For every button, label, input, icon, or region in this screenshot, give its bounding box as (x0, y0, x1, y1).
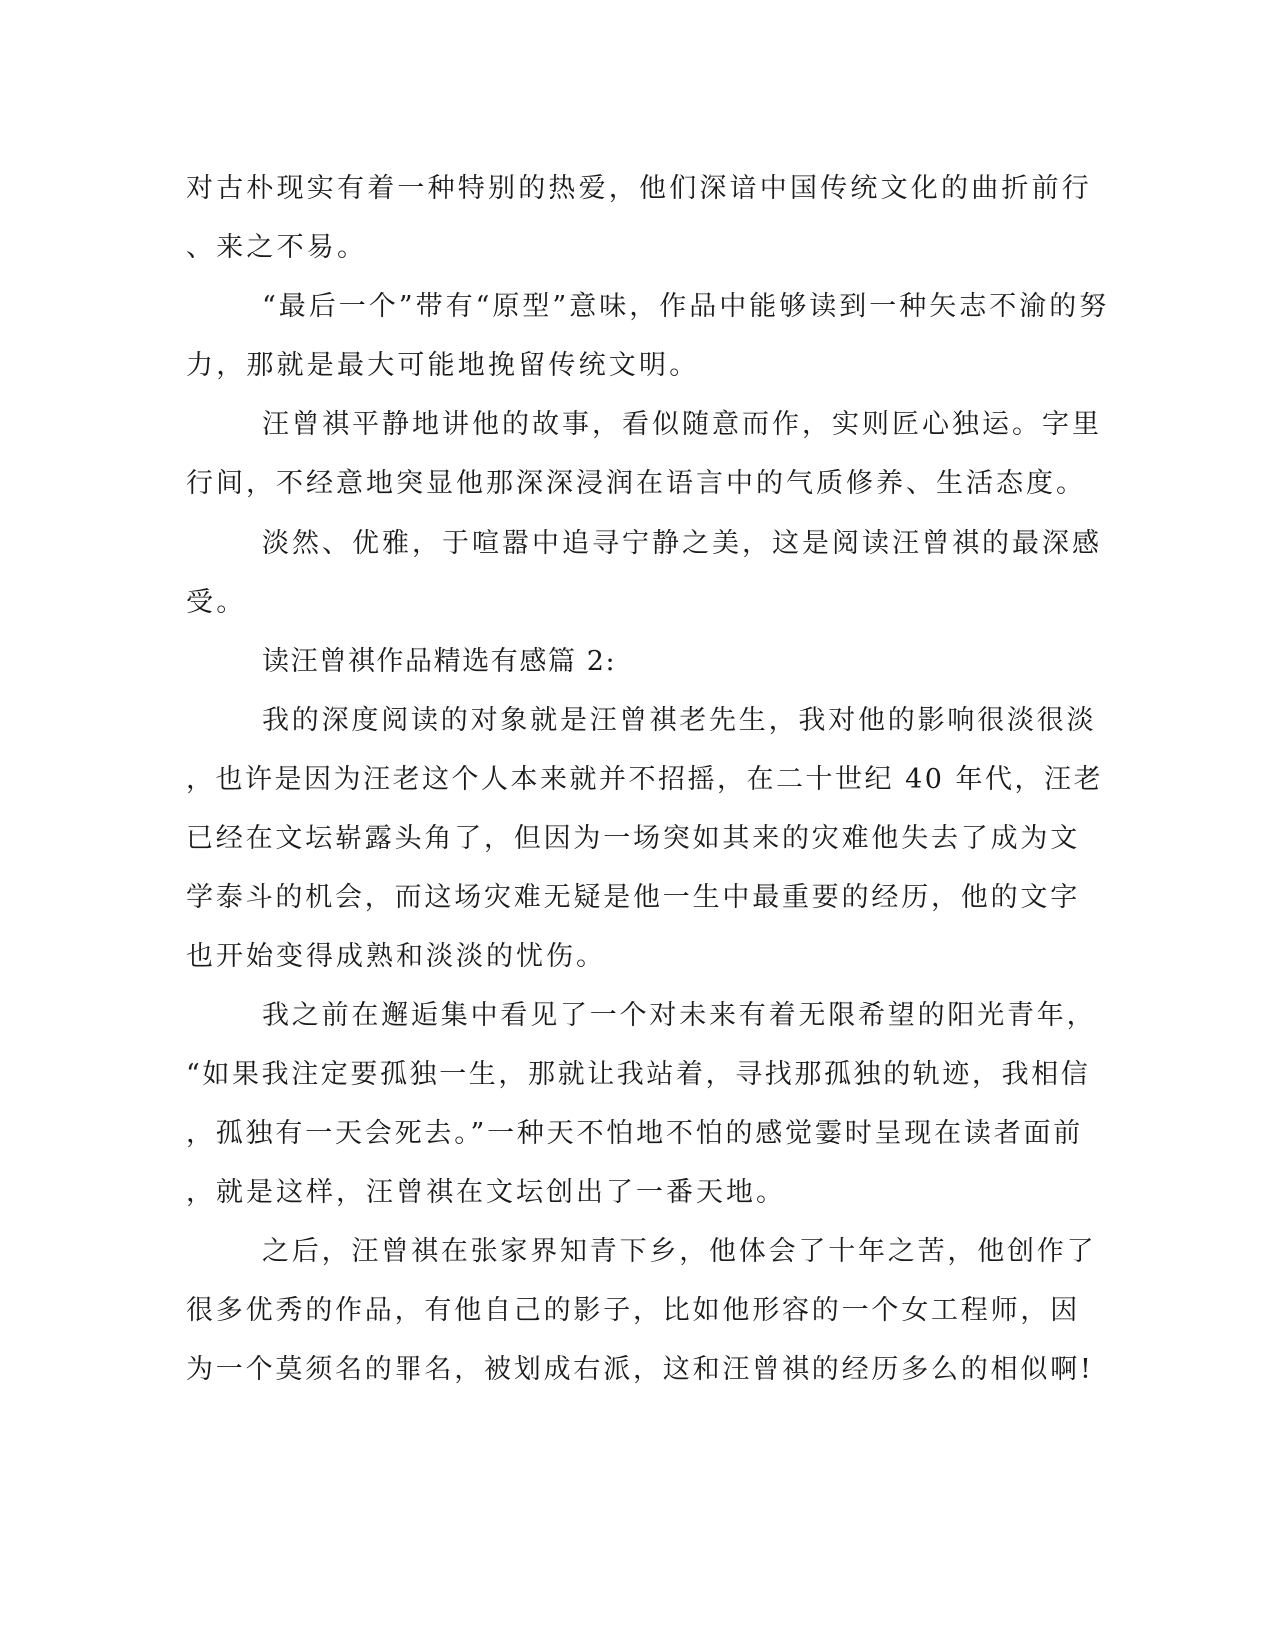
text-line: 、来之不易。 (186, 232, 368, 263)
text-line: 对古朴现实有着一种特别的热爱，他们深谙中国传统文化的曲折前行 (186, 173, 1092, 204)
text-line: 很多优秀的作品，有他自己的影子，比如他形容的一个女工程师，因 (186, 1295, 1080, 1326)
section-heading: 读汪曾祺作品精选有感篇 2: (262, 646, 617, 677)
text-line: 为一个莫须名的罪名，被划成右派，这和汪曾祺的经历多么的相似啊! (186, 1354, 1094, 1385)
text-line: 学泰斗的机会，而这场灾难无疑是他一生中最重要的经历，他的文字 (186, 882, 1080, 913)
paragraph-start-line: 我的深度阅读的对象就是汪曾祺老先生，我对他的影响很淡很淡 (262, 705, 1097, 736)
text-line: 已经在文坛崭露头角了，但因为一场突如其来的灾难他失去了成为文 (186, 823, 1080, 854)
text-line: 也开始变得成熟和淡淡的忧伤。 (186, 941, 606, 972)
paragraph-start-line: 之后，汪曾祺在张家界知青下乡，他体会了十年之苦，他创作了 (262, 1236, 1097, 1267)
text-line: ，就是这样，汪曾祺在文坛创出了一番天地。 (186, 1177, 786, 1208)
paragraph-start-line: 我之前在邂逅集中看见了一个对未来有着无限希望的阳光青年， (262, 1000, 1097, 1031)
text-line: ，也许是因为汪老这个人本来就并不招摇，在二十世纪 40 年代，汪老 (186, 764, 1104, 795)
text-line: “如果我注定要孤独一生，那就让我站着，寻找那孤独的轨迹，我相信 (186, 1059, 1091, 1090)
text-line: ，孤独有一天会死去。”一种天不怕地不怕的感觉霎时呈现在读者面前 (186, 1118, 1084, 1149)
text-line: 力，那就是最大可能地挽留传统文明。 (186, 350, 700, 381)
paragraph-start-line: 淡然、优雅，于喧嚣中追寻宁静之美，这是阅读汪曾祺的最深感 (262, 528, 1102, 559)
paragraph-start-line: 汪曾祺平静地讲他的故事，看似随意而作，实则匠心独运。字里 (262, 409, 1102, 440)
text-line: 行间，不经意地突显他那深深浸润在语言中的气质修养、生活态度。 (186, 468, 1086, 499)
text-line: 受。 (186, 587, 247, 618)
paragraph-start-line: “最后一个”带有“原型”意味，作品中能够读到一种矢志不渝的努 (262, 291, 1110, 322)
